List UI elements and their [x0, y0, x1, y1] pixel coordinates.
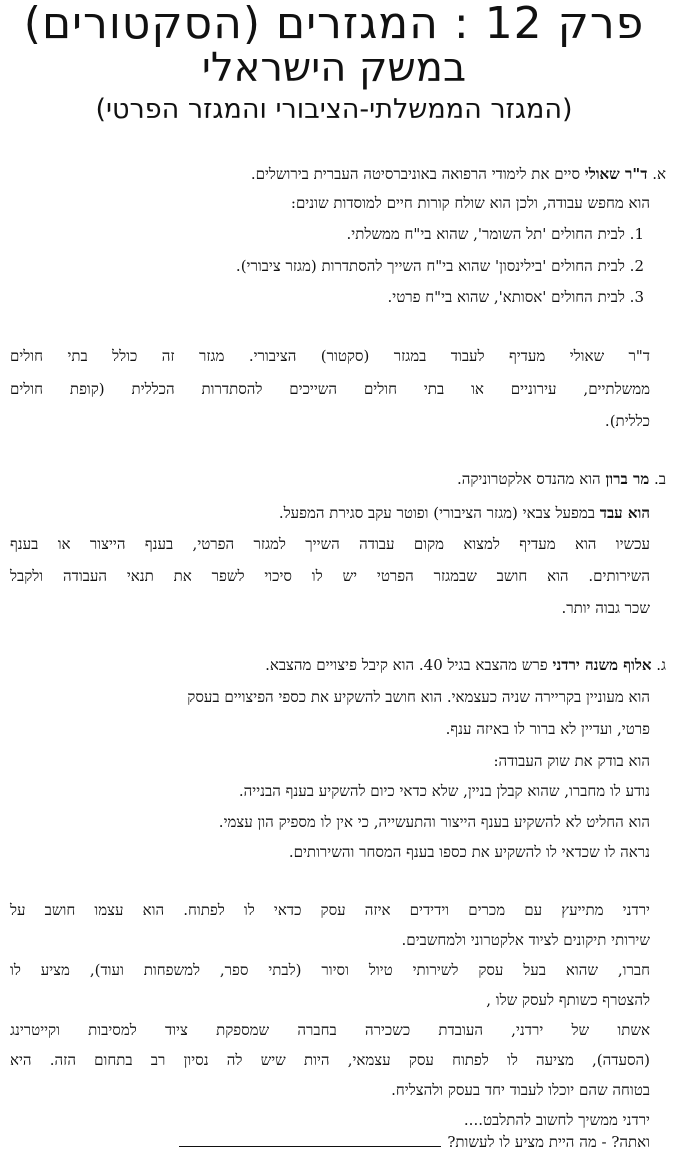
closing-question-text: ואתה? - מה היית מציע לו לעשות? [447, 1133, 650, 1151]
section-b-label: ב. [654, 470, 666, 488]
closing-line-7: בטוחה שהם יוכלו לעבוד יחד בעסק ולהצליח. [391, 1081, 650, 1099]
section-a-label: א. [652, 165, 666, 183]
chapter-subsubtitle: (המגזר הממשלתי-הציבורי והמגזר הפרטי) [95, 94, 573, 125]
section-b-line2-bold: הוא עבד [599, 504, 650, 522]
section-c-line-6: נראה לו שכדאי לו להשקיע את כספו בענף המסחר והשירותים. [288, 843, 650, 861]
section-c-line-5: הוא החליט לא להשקיע בענף הייצור והתעשייה, כי אין לו מספיק הון עצמי. [218, 813, 650, 831]
section-a-item-2: 2. לבית החולים 'בילינסון' שהוא בי"ח השייך להסתדרות (מגזר ציבורי). [235, 257, 644, 275]
section-c-line-1: הוא מעוניין בקריירה שניה כעצמאי. הוא חושב להשקיע את כספי הפיצויים בעסק [187, 688, 650, 706]
section-c-line-3: הוא בודק את שוק העבודה: [493, 752, 650, 770]
closing-line-8: ירדני ממשיך לחשוב להתלבט.... [463, 1111, 650, 1129]
closing-line-2: שירותי תיקונים לציוד אלקטרוני ולמחשבים. [401, 931, 650, 949]
section-c-name: אלוף משנה ירדני [552, 656, 652, 674]
closing-line-5: אשתו של ירדני, העובדת כשכירה בחברה שמספקת ציוד למסיבות וקייטרינג [10, 1021, 650, 1039]
section-b-name: מר ברון [605, 470, 650, 488]
closing-line-1: ירדני מתייעץ עם מכרים וידידים איזה עסק כדאי לו לפתוח. הוא עצמו חושב על [10, 901, 650, 919]
section-c-line1: פרש מהצבא בגיל 40. הוא קיבל פיצויים מהצבא. [265, 656, 548, 674]
section-b-line2-rest: במפעל צבאי (מגזר הציבורי) ופוטר עקב סגירת המפעל. [278, 504, 595, 522]
section-a-item-3: 3. לבית החולים 'אסותא', שהוא בי"ח פרטי. [387, 288, 644, 306]
answer-blank-line[interactable] [179, 1132, 441, 1147]
section-c-line-2: פרטי, ועדיין לא ברור לו באיזה ענף. [445, 720, 650, 738]
section-c-label: ג. [656, 656, 666, 674]
section-b-heading [457, 469, 666, 489]
section-a-para-3: כללית). [604, 412, 650, 430]
section-a-para-1: ד"ר שאולי מעדיף לעבוד במגזר (סקטור) הציבורי. מגזר זה כולל בתי חולים [10, 347, 650, 365]
closing-line-6: (הסעדה), מציעה לו לפתוח עסק עצמאי, היות שיש לה נסיון רב בתחום הזה. היא [10, 1051, 650, 1069]
closing-line-3: חברו, שהוא בעל עסק לשירותי טיול וסיור (לבתי ספר, למשפחות ועוד), מציע לו [10, 961, 650, 979]
section-a-line2: הוא מחפש עבודה, ולכן הוא שולח קורות חיים למוסדות שונים: [290, 194, 650, 212]
chapter-title: פרק 12 : המגזרים (הסקטורים) [23, 0, 645, 49]
section-a-para-2: ממשלתיים, עירוניים או בתי חולים השייכים להסתדרות הכללית (קופת חולים [10, 380, 650, 398]
section-b-para-3: שכר גבוה יותר. [561, 599, 650, 617]
closing-question [179, 1132, 650, 1152]
section-a-item-1: 1. לבית החולים 'תל השומר', שהוא בי"ח ממשלתי. [346, 225, 644, 243]
closing-line-4: להצטרף כשותף לעסק שלו , [486, 991, 650, 1009]
section-a-line1: סיים את לימודי הרפואה באוניברסיטה העברית בירושלים. [250, 165, 580, 183]
section-b-para-1: עכשיו הוא מעדיף למצוא מקום עבודה השייך למגזר הפרטי, בענף הייצור או בענף [10, 535, 650, 553]
section-b-line2 [279, 503, 650, 523]
section-a-heading [251, 164, 666, 184]
section-b-line1: הוא מהנדס אלקטרוניקה. [456, 470, 601, 488]
chapter-subtitle: במשק הישראלי [201, 45, 467, 91]
section-a-name: ד"ר שאולי [584, 165, 648, 183]
section-c-heading [265, 655, 666, 675]
section-b-para-2: השירותים. הוא חושב שבמגזר הפרטי יש לו סיכוי לשפר את תנאי העבודה ולקבל [10, 567, 650, 585]
section-c-line-4: נודע לו מחברו, שהוא קבלן בניין, שלא כדאי כיום להשקיע בענף הבנייה. [238, 782, 650, 800]
